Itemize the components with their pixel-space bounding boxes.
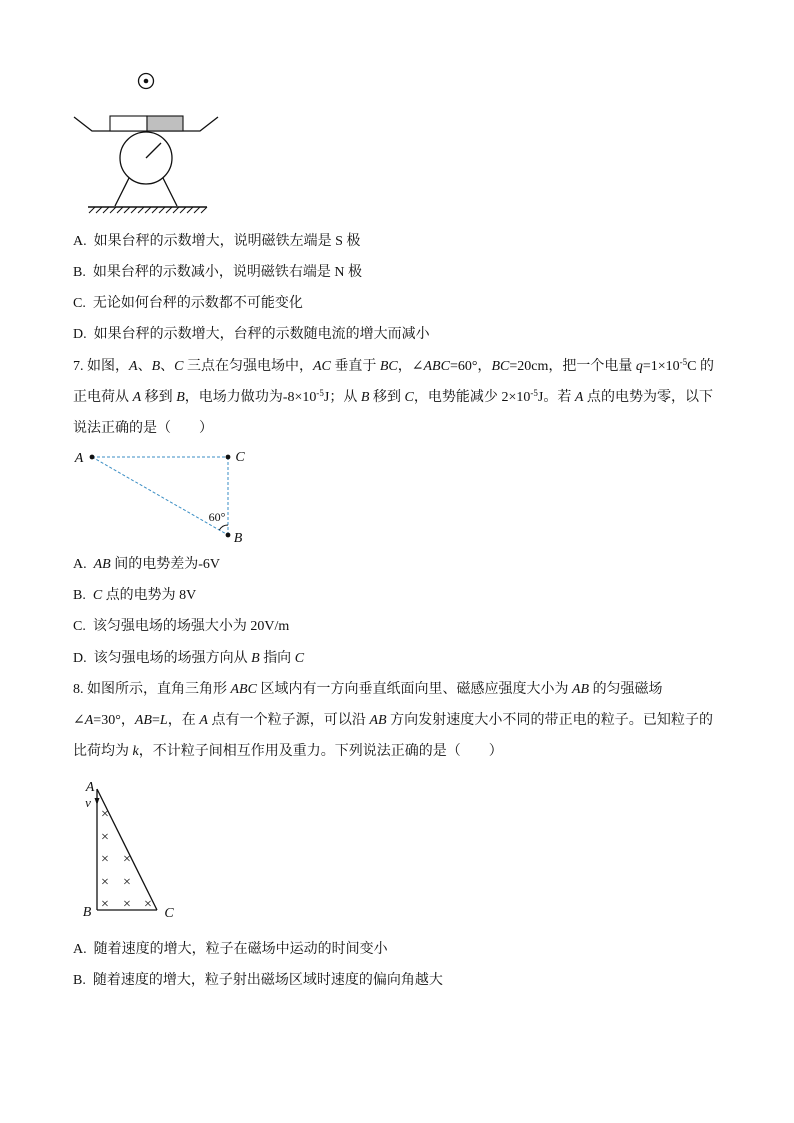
italic-variable: A <box>129 359 138 374</box>
italic-variable: B <box>360 390 370 405</box>
option-label: B. <box>73 588 86 603</box>
option-label: A. <box>73 234 87 249</box>
superscript-exponent: -5 <box>316 388 324 398</box>
point-b <box>226 533 231 538</box>
text-run: J；从 <box>323 390 361 405</box>
field-into-page-mark: × <box>144 897 152 912</box>
text-run: 随着速度的增大，粒子射出磁场区域时速度的偏向角越大 <box>92 973 443 988</box>
field-into-page-mark: × <box>101 830 109 845</box>
italic-variable: B <box>151 359 161 374</box>
italic-variable: A <box>199 713 208 728</box>
text-run: 该匀强电场的场强大小为 20V/m <box>92 619 290 634</box>
point-a <box>90 455 95 460</box>
italic-variable: k <box>132 744 139 759</box>
option-text <box>93 588 196 603</box>
q8-stem-line-1 <box>73 680 713 700</box>
label-c: C <box>164 906 174 921</box>
scale-right-leg <box>163 178 177 206</box>
option-label: C. <box>73 296 86 311</box>
q8-stem-line-3 <box>73 742 713 762</box>
text-run: = <box>151 713 160 728</box>
option-text <box>93 265 362 280</box>
option-text <box>94 234 361 249</box>
text-run: 点的电势为 8V <box>102 588 197 603</box>
label-a: A <box>74 451 84 466</box>
label-b: B <box>82 905 92 920</box>
electric-field-triangle-figure <box>66 444 252 550</box>
text-run: ，不计粒子间相互作用及重力。下列说法正确的是（ ） <box>138 744 503 759</box>
option-text <box>94 327 430 342</box>
field-into-page-mark: × <box>123 875 131 890</box>
q7-stem-line-3 <box>73 419 713 439</box>
q7-option-b <box>73 586 713 606</box>
option-label: D. <box>73 651 87 666</box>
italic-variable: B <box>176 390 185 405</box>
q6-option-c <box>73 294 713 314</box>
q7-stem-line-1 <box>73 357 713 377</box>
italic-variable: A <box>574 390 584 405</box>
italic-variable: AB <box>134 713 152 728</box>
italic-variable: q <box>635 359 643 374</box>
scale-left-leg <box>115 178 129 206</box>
option-text <box>94 651 304 666</box>
text-run: 7. 如图， <box>73 359 129 374</box>
field-into-page-mark: × <box>101 807 109 822</box>
option-text <box>93 296 303 311</box>
q8-option-a <box>73 940 713 960</box>
italic-variable: ABC <box>423 359 450 374</box>
segment-ab <box>92 457 228 535</box>
text-run: ，∠ <box>397 359 424 374</box>
text-run: 如果台秤的示数增大，台秤的示数随电流的增大而减小 <box>93 327 430 342</box>
label-a: A <box>85 780 95 795</box>
italic-variable: C <box>92 588 103 603</box>
text-run: 该匀强电场的场强方向从 <box>93 651 252 666</box>
magnetic-field-triangle-figure <box>76 776 182 922</box>
option-label: B. <box>73 973 86 988</box>
text-run: 三点在匀强电场中， <box>183 359 313 374</box>
field-into-page-mark: × <box>123 852 131 867</box>
text-run: 移到 <box>369 390 405 405</box>
option-label: A. <box>73 557 87 572</box>
point-c <box>226 455 231 460</box>
option-text <box>93 973 443 988</box>
text-run: 点有一个粒子源，可以沿 <box>207 713 370 728</box>
q6-option-b <box>73 263 713 283</box>
text-run: 8. 如图所示，直角三角形 <box>73 682 231 697</box>
text-run: =30°， <box>93 713 135 728</box>
text-run: 比荷均为 <box>73 744 133 759</box>
text-run: 间的电势差为-6V <box>110 557 221 572</box>
text-run: 点的电势为零，以下 <box>583 390 714 405</box>
option-label: D. <box>73 327 87 342</box>
italic-variable: B <box>251 651 260 666</box>
text-run: 垂直于 <box>330 359 380 374</box>
label-b: B <box>233 531 243 546</box>
italic-variable: AC <box>312 359 331 374</box>
italic-variable: A <box>84 713 94 728</box>
velocity-arrow-icon <box>95 798 100 805</box>
field-into-page-mark: × <box>101 897 109 912</box>
text-run: 移到 <box>141 390 177 405</box>
angle-label: 60° <box>208 510 226 524</box>
velocity-label: v <box>85 795 91 810</box>
q7-option-d <box>73 649 713 669</box>
field-into-page-mark: × <box>101 852 109 867</box>
option-label: A. <box>73 942 87 957</box>
italic-variable: AB <box>571 682 590 697</box>
text-run: =20cm，把一个电量 <box>509 359 636 374</box>
text-run: ∠ <box>73 713 85 728</box>
ground-hatching <box>89 207 207 213</box>
angle-arc <box>219 525 228 530</box>
text-run: 如果台秤的示数增大，说明磁铁左端是 S 极 <box>93 234 361 249</box>
magnet-left-half <box>110 116 147 131</box>
italic-variable: BC <box>491 359 510 374</box>
text-run: 无论如何台秤的示数都不可能变化 <box>92 296 303 311</box>
text-run: J。若 <box>537 390 575 405</box>
text-run: 正电荷从 <box>73 390 133 405</box>
text-run: 、 <box>137 359 152 374</box>
q8-stem-line-2 <box>73 711 713 731</box>
q7-option-c <box>73 617 713 637</box>
text-run: =60°， <box>449 359 492 374</box>
scale-magnet-figure <box>66 66 222 218</box>
q7-option-a <box>73 555 713 575</box>
text-run: ，在 <box>167 713 200 728</box>
magnet-right-half <box>147 116 183 131</box>
italic-variable: AB <box>369 713 387 728</box>
text-run: 说法正确的是（ ） <box>73 421 213 436</box>
q6-option-d <box>73 325 713 345</box>
italic-variable: C <box>404 390 414 405</box>
option-label: B. <box>73 265 86 280</box>
text-run: 如果台秤的示数减小，说明磁铁右端是 N 极 <box>92 265 362 280</box>
text-run: 的匀强磁场 <box>589 682 663 697</box>
text-run: C 的 <box>687 359 714 374</box>
italic-variable: L <box>159 713 168 728</box>
text-run: 随着速度的增大，粒子在磁场中运动的时间变小 <box>93 942 388 957</box>
field-into-page-mark: × <box>101 875 109 890</box>
superscript-exponent: -5 <box>679 357 688 367</box>
text-run: 方向发射速度大小不同的带正电的粒子。已知粒子的 <box>386 713 714 728</box>
label-c: C <box>235 450 245 465</box>
text-run: 、 <box>160 359 175 374</box>
text-run: ，电场力做功为-8×10 <box>184 390 317 405</box>
q7-stem-line-2 <box>73 388 713 408</box>
italic-variable: A <box>132 390 142 405</box>
q8-option-b <box>73 971 713 991</box>
field-into-page-mark: × <box>123 897 131 912</box>
text-run: ，电势能减少 2×10 <box>413 390 531 405</box>
italic-variable: C <box>174 359 184 374</box>
dot-in-circle-icon <box>139 74 154 89</box>
current-dot <box>144 79 149 84</box>
q6-option-a <box>73 232 713 252</box>
italic-variable: ABC <box>230 682 257 697</box>
italic-variable: C <box>294 651 305 666</box>
text-run: =1×10 <box>642 359 680 374</box>
option-text <box>93 619 289 634</box>
superscript-exponent: -5 <box>530 388 538 398</box>
text-run: 指向 <box>259 651 295 666</box>
text-run: 区域内有一方向垂直纸面向里、磁感应强度大小为 <box>256 682 572 697</box>
dial-needle <box>146 143 161 158</box>
option-label: C. <box>73 619 86 634</box>
italic-variable: AB <box>93 557 111 572</box>
italic-variable: BC <box>379 359 398 374</box>
option-text <box>94 942 388 957</box>
option-text <box>94 557 220 572</box>
